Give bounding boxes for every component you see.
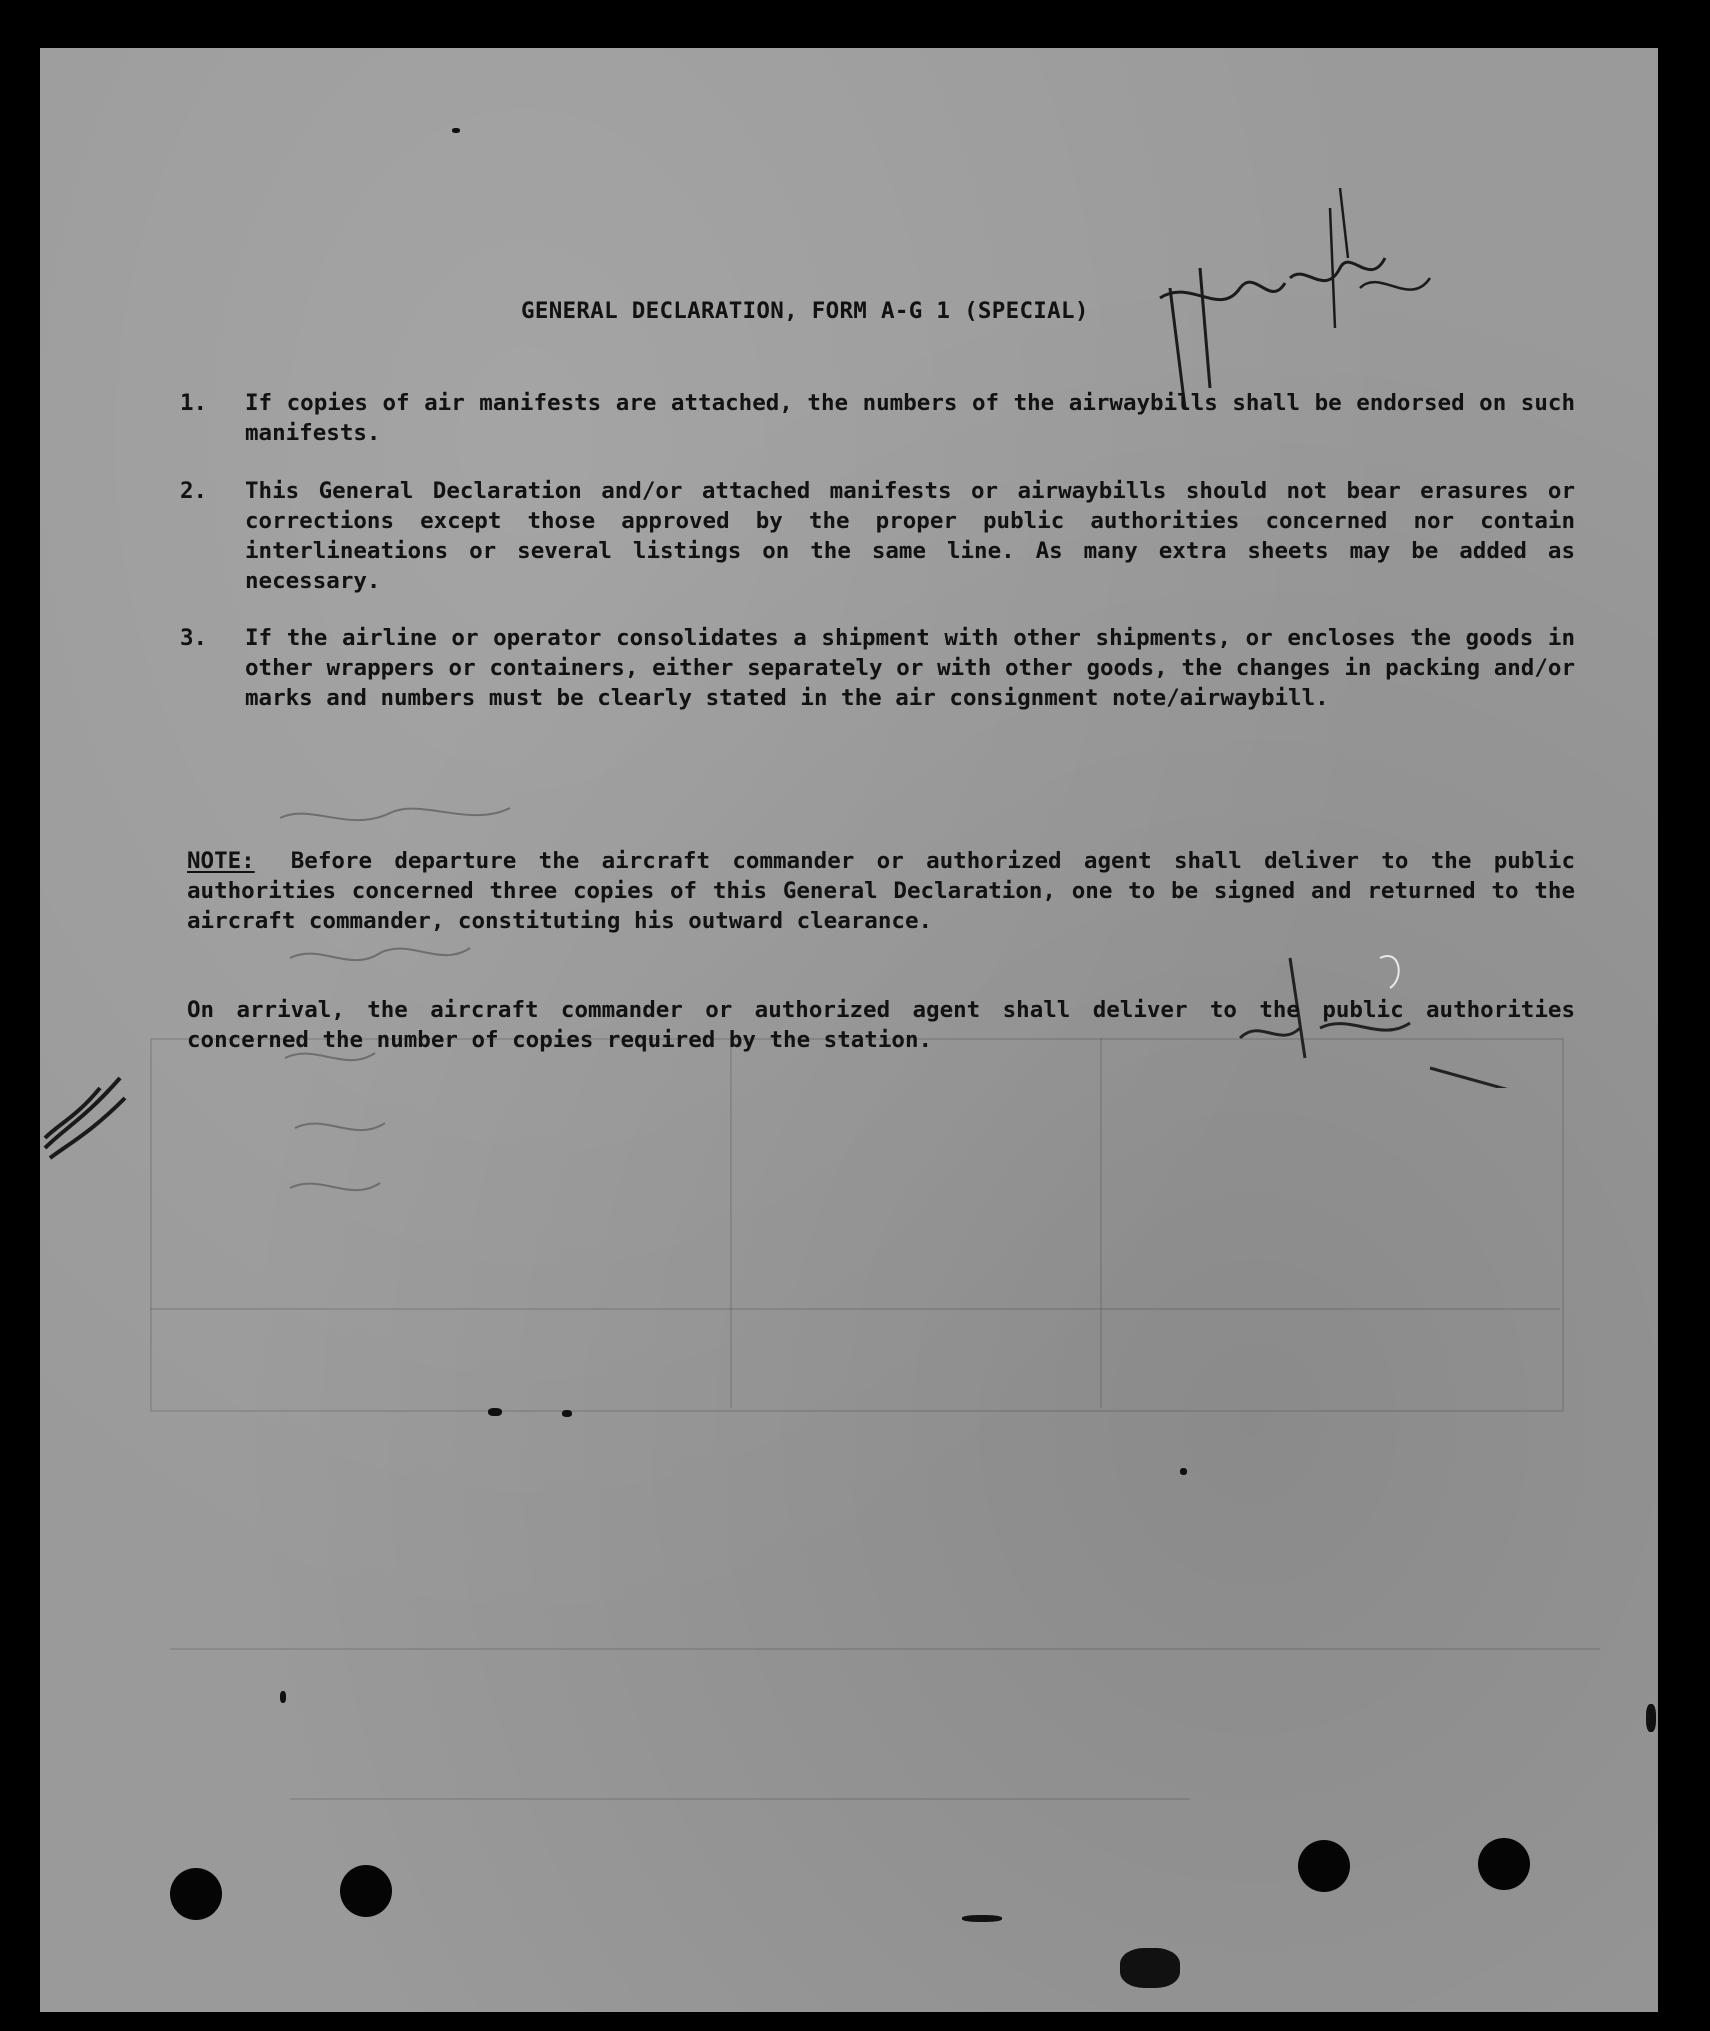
- list-item-text: If the airline or operator consolidates a shipment with other shipments, or encloses the goods in other wrappers or containers, either separately or with other goods, the changes in packing and/or marks and numbers must be clearly stated in the air consignment note/airwaybill.: [245, 625, 1575, 711]
- list-item-number: 3.: [180, 625, 208, 651]
- list-item-number: 1.: [180, 390, 208, 416]
- page-title: GENERAL DECLARATION, FORM A-G 1 (SPECIAL): [521, 298, 1089, 324]
- note-label: NOTE:: [187, 848, 255, 874]
- document-text: [40, 48, 1658, 2012]
- document-page: [40, 48, 1658, 2012]
- list-item-number: 2.: [180, 478, 208, 504]
- note-paragraph: [187, 846, 1575, 936]
- list-item-text: If copies of air manifests are attached, the numbers of the airwaybills shall be endorsed on such manifests.: [245, 390, 1575, 446]
- note-text: Before departure the aircraft commander or authorized agent shall deliver to the public authorities concerned three copies of this General Declaration, one to be signed and returned to the aircraft commander, constituting his outward clearance.: [187, 848, 1575, 934]
- list-item-text: This General Declaration and/or attached manifests or airwaybills should not bear erasures or corrections except those approved by the proper public authorities concerned nor contain interlineations or several listings on the same line. As many extra sheets may be added as necessary.: [245, 478, 1575, 594]
- arrival-paragraph: On arrival, the aircraft commander or authorized agent shall deliver to the public authorities concerned the number of copies required by the station.: [187, 997, 1575, 1053]
